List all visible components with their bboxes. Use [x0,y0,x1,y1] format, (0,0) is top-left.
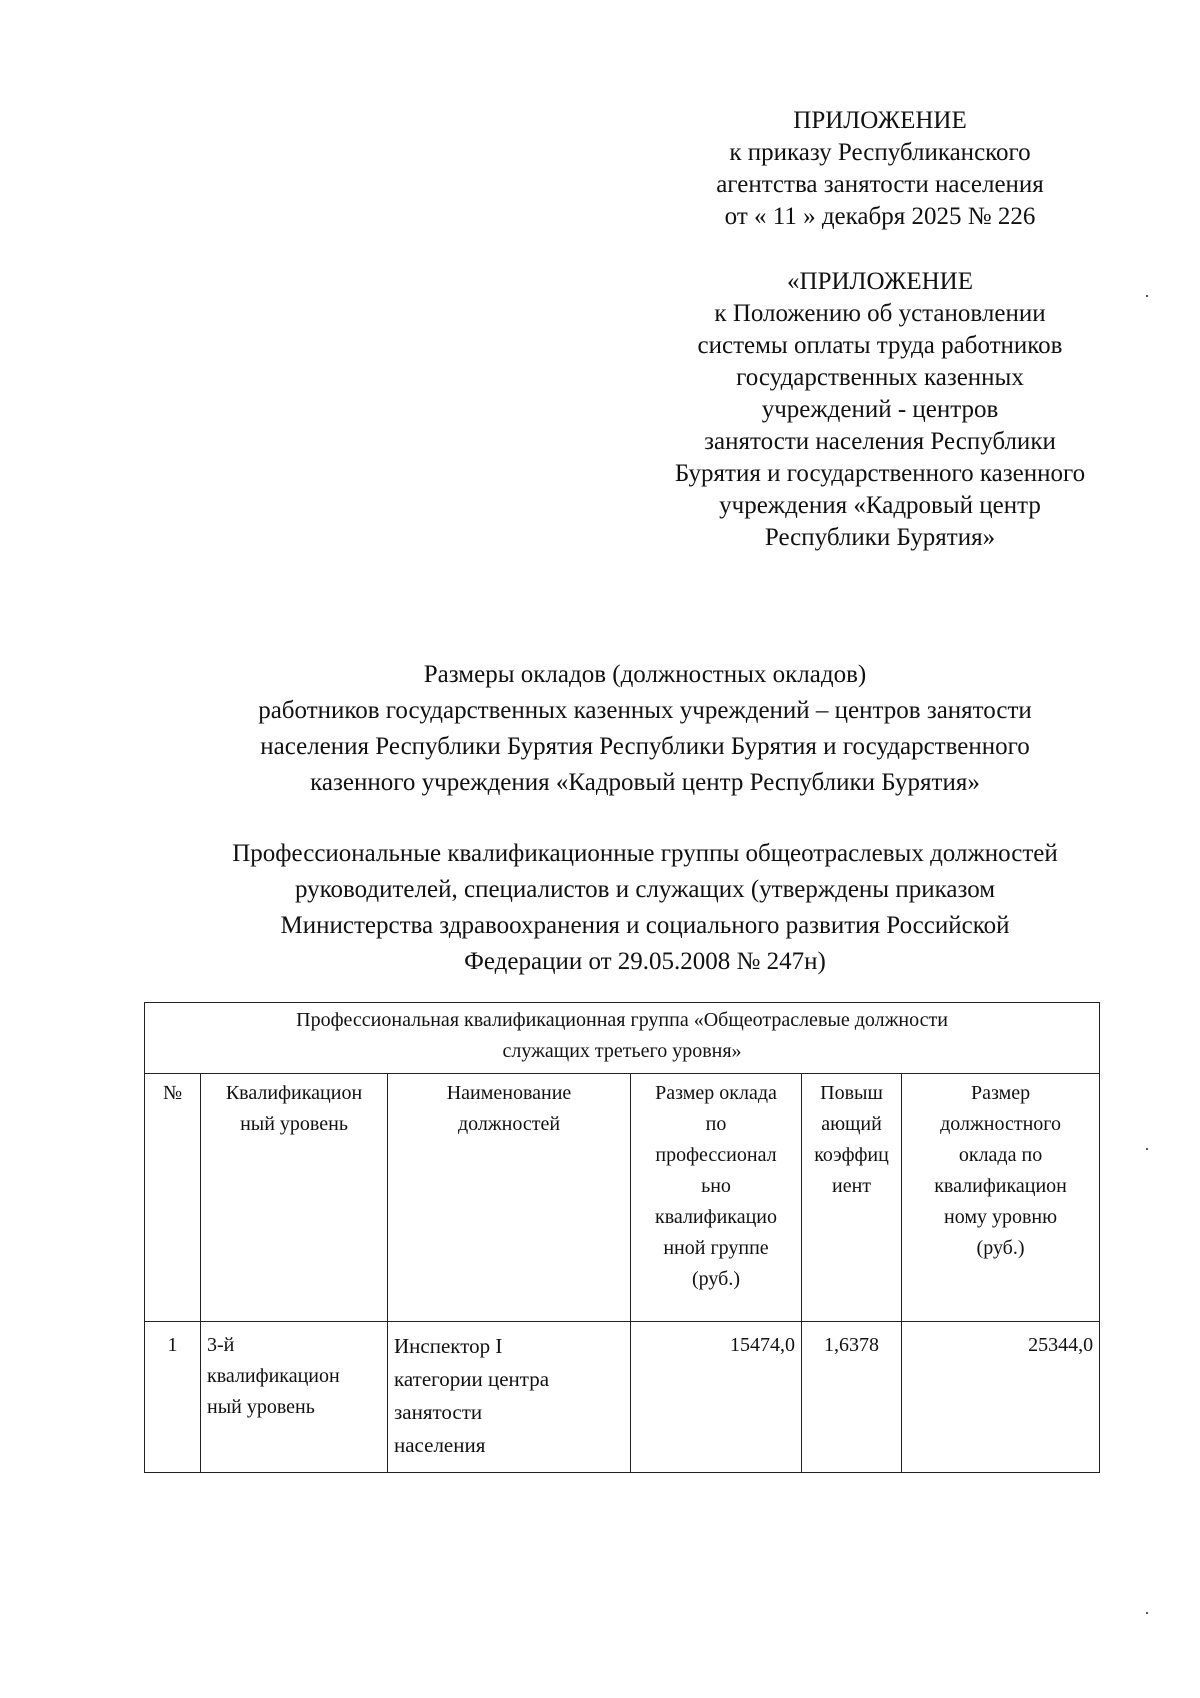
group-heading [120,836,1170,980]
header-line: ный уровень [240,1113,348,1135]
header-line: коэффиц [814,1144,889,1166]
header-line: квалификацион [934,1175,1067,1197]
document-title-line: работников государственных казенных учреждений – центров занятости [258,697,1032,724]
header-line: оклада по [958,1144,1043,1166]
group-heading-line: Профессиональные квалификационные группы общеотраслевых должностей [232,840,1058,867]
cell-qualification-level [201,1322,388,1473]
scan-speck [1146,1612,1148,1614]
table-group-title-line: Профессиональная квалификационная группа «Общеотраслевые должности [296,1009,948,1031]
annex-regulation-block [620,266,1140,554]
cell-official-salary: 25344,0 [902,1322,1100,1473]
annex-order-line: от « 11 » декабря 2025 № 226 [724,203,1036,230]
header-line: № [162,1082,183,1104]
document-title [120,657,1170,801]
header-official-salary [902,1074,1100,1322]
annex-order-block [620,105,1140,233]
cell-number: 1 [145,1322,201,1473]
header-line: ающий [821,1113,882,1135]
document-title-line: казенного учреждения «Кадровый центр Республики Бурятия» [310,769,980,796]
cell-line: категории центра [394,1367,550,1391]
header-number [145,1074,201,1322]
table-group-row [145,1003,1100,1074]
salary-table [144,1002,1100,1473]
annex-order-line: агентства занятости населения [716,171,1044,198]
cell-position-name [388,1322,631,1473]
document-title-line: населения Республики Бурятия Республики Бурятия и государственного [260,733,1030,760]
header-line: нной группе [663,1237,769,1259]
header-line: ному уровню [944,1206,1058,1228]
header-line: квалификацио [655,1206,777,1228]
annex-order-line: к приказу Республиканского [729,139,1031,166]
header-line: (руб.) [692,1268,740,1290]
cell-line: населения [394,1433,486,1457]
cell-line: Инспектор I [394,1334,503,1358]
annex-regulation-line: занятости населения Республики [704,428,1056,455]
annex-regulation-line: Республики Бурятия» [764,524,996,551]
annex-regulation-line: «ПРИЛОЖЕНИЕ [787,268,973,295]
table-header-row [145,1074,1100,1322]
group-heading-line: Федерации от 29.05.2008 № 247н) [464,948,826,975]
header-line: Квалификацион [225,1082,363,1104]
scan-speck [1146,1148,1148,1150]
header-line: должностного [940,1113,1061,1135]
cell-coefficient: 1,6378 [802,1322,902,1473]
cell-line: 3-й [207,1334,235,1356]
cell-base-salary: 15474,0 [631,1322,802,1473]
header-line: Наименование [446,1082,572,1104]
header-line: (руб.) [976,1237,1025,1259]
cell-line: квалификацион [207,1365,340,1387]
scan-speck [1146,295,1148,297]
annex-regulation-line: Бурятия и государственного казенного [674,460,1086,487]
annex-regulation-line: государственных казенных [736,364,1024,391]
cell-line: занятости [394,1400,483,1424]
header-line: по [705,1113,727,1135]
header-coefficient [802,1074,902,1322]
header-line: должностей [457,1113,561,1135]
group-heading-line: Министерства здравоохранения и социального развития Российской [280,912,1010,939]
document-title-line: Размеры окладов (должностных окладов) [423,661,867,688]
table-group-title-line: служащих третьего уровня» [502,1040,742,1062]
table-row [145,1322,1100,1473]
annex-regulation-line: к Положению об установлении [714,300,1046,327]
header-line: Размер [970,1082,1031,1104]
header-line: профессионал [655,1144,777,1166]
annex-order-line: ПРИЛОЖЕНИЕ [793,107,967,134]
header-line: Повыш [820,1082,883,1104]
table-group-title [145,1003,1100,1074]
header-line: ьно [701,1175,731,1197]
annex-regulation-line: учреждений - центров [761,396,999,423]
header-base-salary [631,1074,802,1322]
header-position-name [388,1074,631,1322]
annex-regulation-line: учреждения «Кадровый центр [719,492,1041,519]
header-line: Размер оклада [655,1082,777,1104]
cell-line: ный уровень [207,1396,315,1418]
header-qualification-level [201,1074,388,1322]
group-heading-line: руководителей, специалистов и служащих (утверждены приказом [294,876,996,903]
header-line: иент [831,1175,872,1197]
annex-regulation-line: системы оплаты труда работников [697,332,1063,359]
